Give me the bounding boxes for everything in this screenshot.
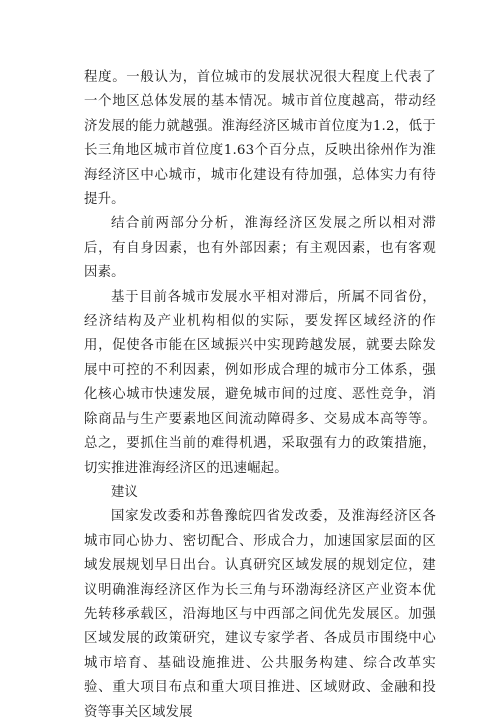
paragraph-3: 基于目前各城市发展水平相对滞后，所属不同省份，经济结构及产业机构相似的实际，要发挥区域经济的作用，促使各市能在区域振兴中实现跨越发展，就要去除发展中可控的不利因素，例如形成合理的城市分工体系，强化核心城市快速发展，避免城市间的过度、恶性竞争，消除商品与生产要素地区间流动障碍多、交易成本高等等。总之，要抓住当前的难得机遇，采取强有力的政策措施，切实推进淮海经济区的迅速崛起。 [84, 289, 436, 476]
paragraph-1: 程度。一般认为，首位城市的发展状况很大程度上代表了一个地区总体发展的基本情况。城市首位度越高，带动经济发展的能力就越强。淮海经济区城市首位度为1.2，低于长三角地区城市首位度1.63个百分点，反映出徐州作为淮海经济区中心城市，城市化建设有待加强，总体实力有待提升。 [84, 70, 436, 208]
paragraph-4: 国家发改委和苏鲁豫皖四省发改委，及淮海经济区各城市同心协力、密切配合、形成合力，加速国家层面的区域发展规划早日出台。认真研究区域发展的规划定位，建议明确淮海经济区作为长三角与环渤海经济区产业资本优先转移承载区，沿海地区与中西部之间优先发展区。加强区域发展的政策研究，建议专家学者、各成员市围绕中心城市培育、基础设施推进、公共服务构建、综合改革实验、重大项目布点和重大项目推进、区域财政、金融和投资等事关区域发展 [84, 509, 436, 720]
body-text [84, 66, 436, 725]
section-heading: 建议 [111, 484, 138, 500]
paragraph-2: 结合前两部分分析，淮海经济区发展之所以相对滞后，有自身因素，也有外部因素；有主观因素，也有客观因素。 [84, 216, 436, 281]
